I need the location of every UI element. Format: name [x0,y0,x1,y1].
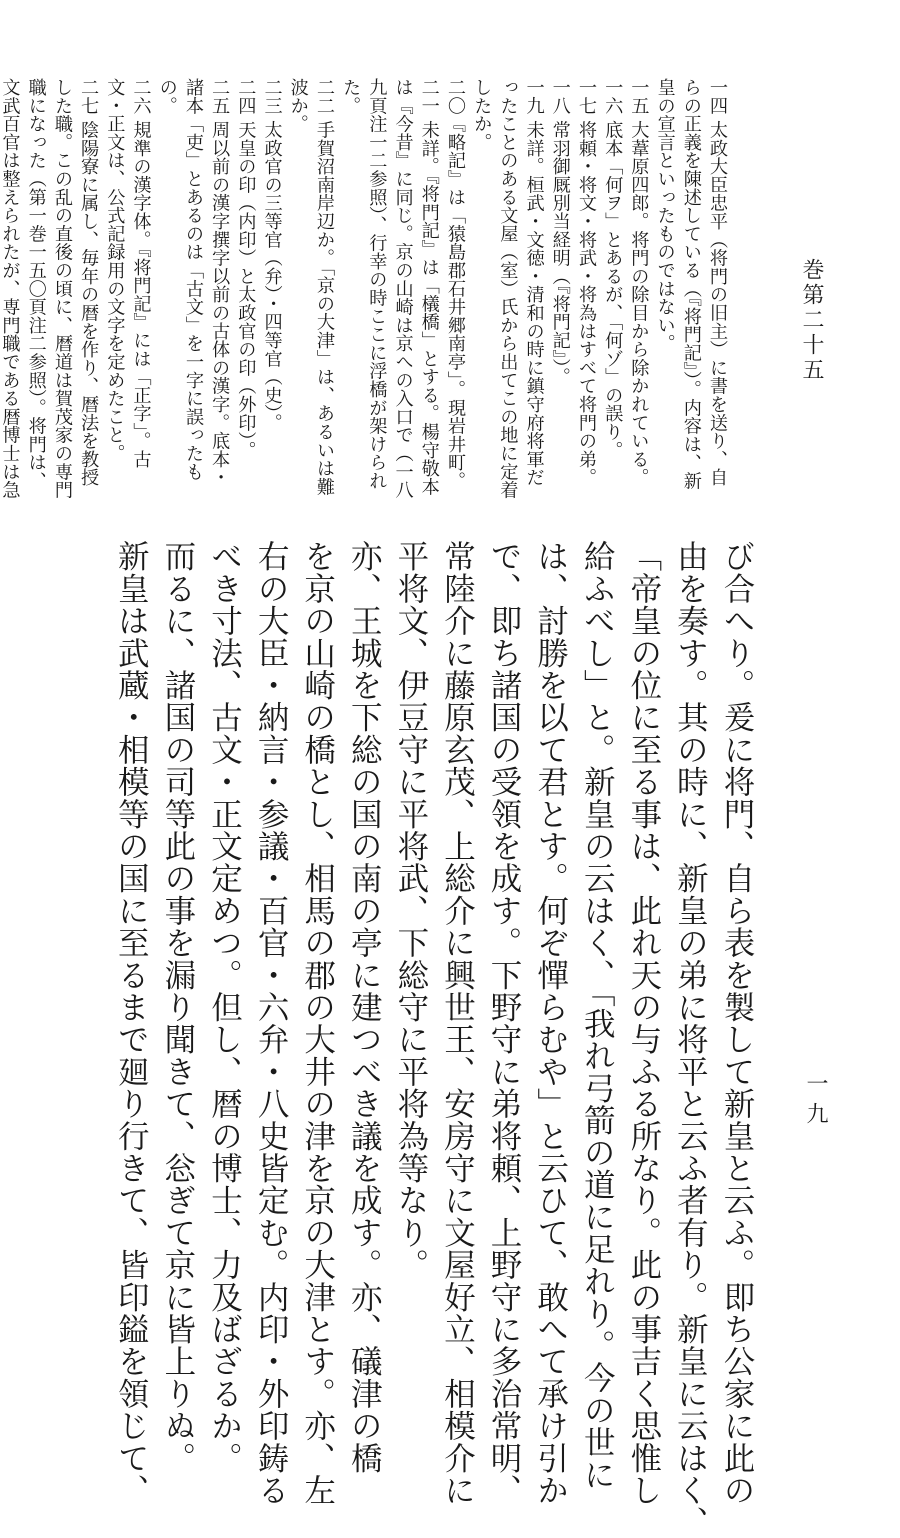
note-item: 一八 常羽御厩別当経明（『将門記』）。 [549,78,571,386]
note-item: 二六 規準の漢字体。『将門記』には「正字」。古文・正文は、公式記録用の文字を定めたこと。 [104,78,152,469]
text-line: 由を奏す。其の時に、新皇の弟に将平と云ふ者有り。新皇に云はく、 [672,540,709,1538]
main-text [113,540,760,1538]
text-line: べき寸法、古文・正文定めつ。但し、暦の博士、力及ばざるか。 [206,540,243,1474]
note-item: 二五 周以前の漢字撰字以前の古体の漢字。底本・諸本「吏」とあるのは「古文」を一字に誤ったもの。 [156,78,231,487]
note-item: 二四 天皇の印（内印）と太政官の印（外印）。 [235,78,257,460]
note-item: 二二 手賀沼南岸辺か。「京の大津」は、あるいは難波か。 [287,78,335,496]
running-head: 巻第二十五 [799,258,824,383]
text-line: は、討勝を以て君とす。何ぞ憚らむや」と云ひて、敢へて承け引か [532,540,569,1506]
text-line: で、即ち諸国の受領を成す。下野守に弟将頼、上野守に多治常明、 [486,540,523,1506]
text-line: び合へり。爰に将門、自ら表を製して新皇と云ふ。即ち公家に此の [719,540,755,1507]
text-line: 而るに、諸国の司等此の事を漏り聞きて、忩ぎて京に皆上りぬ。 [159,540,196,1474]
note-item: 二七 陰陽寮に属し、毎年の暦を作り、暦法を教授した職。この乱の直後の頃に、暦道は賀茂家の専門職になった（第一巻一五〇頁注二参照）。将門は、文武百官は整えられたが、専門職である暦博士は急 [0,78,100,499]
text-line: 平将文、伊豆守に平将武、下総守に平将為等なり。 [392,540,429,1281]
note-item: 二三 太政官の三等官（弁）・四等官（史）。 [261,78,283,432]
text-line: 「帝皇の位に至る事は、此れ天の与ふる所なり。此の事吉く思惟し [625,540,662,1506]
note-item: 二〇『略記』は「猿島郡石井郷南亭」。現岩井町。 [444,78,466,490]
note-item: 一七 将頼・将文・将武・将為はすべて将門の弟。 [575,78,597,487]
annotation-notes [0,78,730,503]
text-line: 常陸介に藤原玄茂、上総介に興世王、安房守に文屋好立、相模介に [439,540,476,1506]
text-line: を京の山崎の橋とし、相馬の郡の大井の津を京の大津とす。亦、左 [299,540,336,1506]
page-number: 一九 [803,1072,828,1132]
text-line: 右の大臣・納言・参議・百官・六弁・八史皆定む。内印・外印鋳る [253,540,290,1506]
note-item: 一五 大葦原四郎。将門の除目から除かれている。 [628,78,650,487]
note-item: 一九 未詳。桓武・文徳・清和の時に鎮守府将軍だったことのある文屋（室）氏から出てこの地に定着したか。 [471,78,545,499]
note-item: 一六 底本「何ヲ」とあるが、「何ゾ」の誤り。 [602,78,624,460]
text-line: 給ふべし」と。新皇の云はく、「我れ弓箭の道に足れり。今の世に [579,540,616,1491]
note-item: 二一 未詳。『将門記』は「檥橋」とする。楊守敬本は『今昔』に同じ。京の山崎は京への入口で（一八九頁注一二参照）、行幸の時ここに浮橋が架けられた。 [340,78,440,499]
text-line: 亦、王城を下総の国の南の亭に建つべき議を成す。亦、礒津の橋 [346,540,383,1474]
text-line: 新皇は武蔵・相模等の国に至るまで廻り行きて、皆印鎰を領じて、 [113,540,150,1506]
note-item: 一四 太政大臣忠平（将門の旧主）に書を送り、自らの正義を陳述している（『将門記』）。内容は、新皇の宣言といったものではない。 [654,78,728,490]
